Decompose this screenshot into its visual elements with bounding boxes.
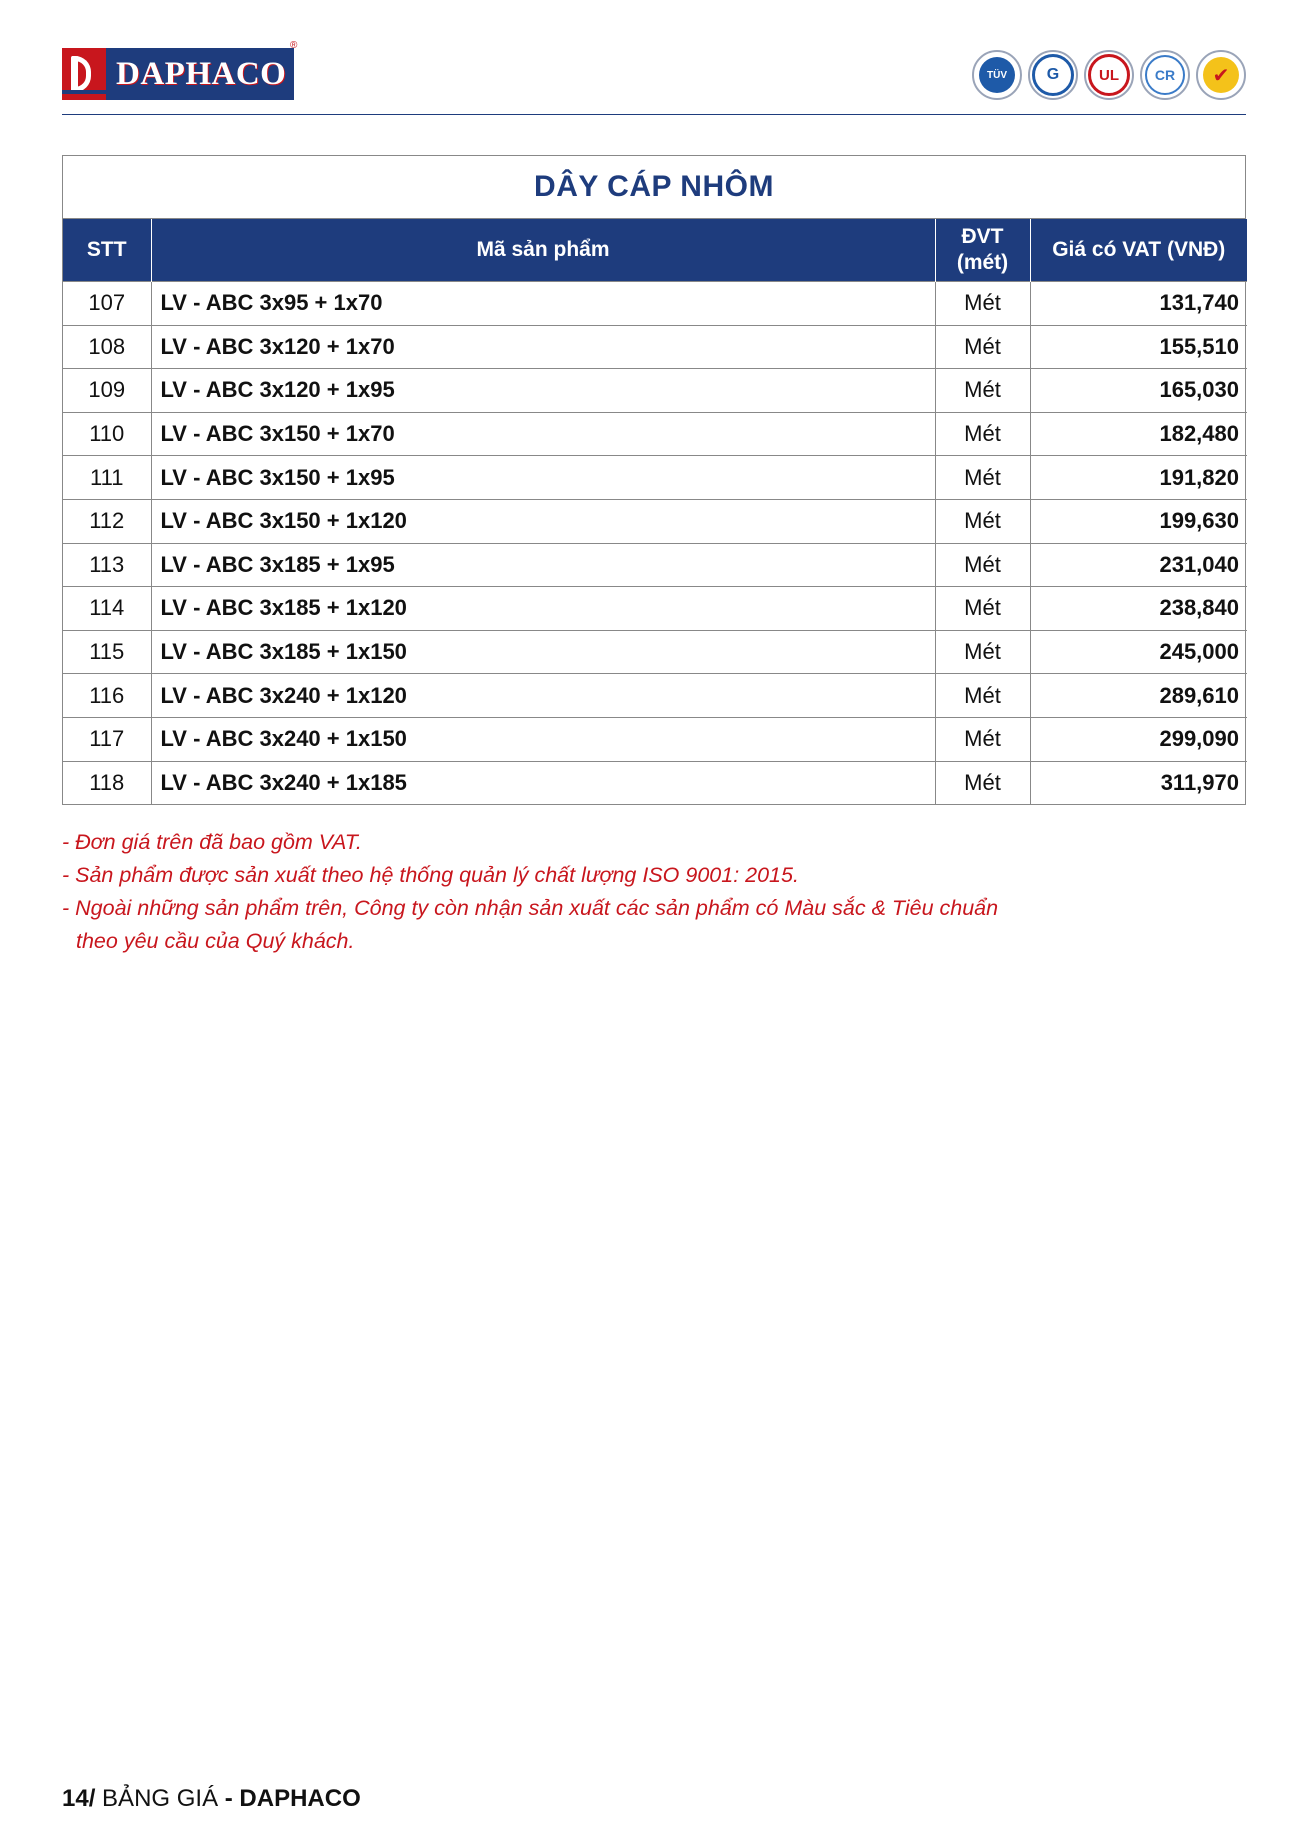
cell-stt: 113 [63, 543, 151, 587]
column-header-code: Mã sản phẩm [151, 219, 935, 282]
cell-stt: 108 [63, 325, 151, 369]
cell-price: 191,820 [1030, 456, 1247, 500]
cell-stt: 118 [63, 761, 151, 804]
table-row [63, 369, 1247, 413]
cell-price: 231,040 [1030, 543, 1247, 587]
notes [62, 826, 1182, 958]
daphaco-logo [62, 48, 294, 100]
cell-unit: Mét [935, 543, 1030, 587]
cell-price: 131,740 [1030, 282, 1247, 326]
ul-cert-icon: UL [1084, 50, 1134, 100]
page-number: 14/ [62, 1785, 96, 1812]
table-row [63, 543, 1247, 587]
cell-price: 299,090 [1030, 717, 1247, 761]
cell-price: 165,030 [1030, 369, 1247, 413]
page-footer [62, 1785, 361, 1813]
table-row [63, 456, 1247, 500]
registered-mark: ® [290, 40, 298, 51]
table-row [63, 587, 1247, 631]
cell-stt: 107 [63, 282, 151, 326]
note-custom: - Ngoài những sản phẩm trên, Công ty còn nhận sản xuất các sản phẩm có Màu sắc & Tiêu chuẩn [62, 896, 999, 920]
column-header-unit-line2: (mét) [956, 251, 1009, 274]
qn-cert-icon: CR [1140, 50, 1190, 100]
cell-code: LV - ABC 3x185 + 1x150 [151, 630, 935, 674]
note-vat: - Đơn giá trên đã bao gồm VAT. [62, 830, 362, 854]
table-row [63, 325, 1247, 369]
footer-separator: - [224, 1785, 233, 1812]
cell-price: 155,510 [1030, 325, 1247, 369]
cell-unit: Mét [935, 761, 1030, 804]
column-header-stt: STT [63, 219, 151, 282]
cell-code: LV - ABC 3x150 + 1x120 [151, 499, 935, 543]
cell-unit: Mét [935, 282, 1030, 326]
cell-price: 311,970 [1030, 761, 1247, 804]
cell-stt: 114 [63, 587, 151, 631]
cell-unit: Mét [935, 630, 1030, 674]
cell-unit: Mét [935, 325, 1030, 369]
price-table-box [62, 155, 1246, 805]
cell-code: LV - ABC 3x120 + 1x70 [151, 325, 935, 369]
cell-price: 289,610 [1030, 674, 1247, 718]
table-row [63, 412, 1247, 456]
cell-unit: Mét [935, 499, 1030, 543]
cell-code: LV - ABC 3x150 + 1x95 [151, 456, 935, 500]
logo-wordmark: DAPHACO [106, 48, 294, 100]
cell-code: LV - ABC 3x120 + 1x95 [151, 369, 935, 413]
cell-price: 182,480 [1030, 412, 1247, 456]
cell-price: 199,630 [1030, 499, 1247, 543]
cell-code: LV - ABC 3x95 + 1x70 [151, 282, 935, 326]
cell-code: LV - ABC 3x240 + 1x185 [151, 761, 935, 804]
tuv-cert-icon: TÜV [972, 50, 1022, 100]
cell-unit: Mét [935, 456, 1030, 500]
note-iso: - Sản phẩm được sản xuất theo hệ thống quản lý chất lượng ISO 9001: 2015. [62, 863, 799, 887]
cell-stt: 111 [63, 456, 151, 500]
footer-label: BẢNG GIÁ [102, 1785, 219, 1812]
column-header-unit-line1: ĐVT [961, 225, 1004, 248]
table-title: DÂY CÁP NHÔM [63, 156, 1245, 219]
page-header [62, 40, 1246, 115]
table-row [63, 499, 1247, 543]
table-row [63, 282, 1247, 326]
table-header-row [63, 219, 1247, 282]
table-row [63, 630, 1247, 674]
column-header-price: Giá có VAT (VNĐ) [1030, 219, 1247, 282]
cell-code: LV - ABC 3x240 + 1x120 [151, 674, 935, 718]
price-table [63, 219, 1247, 804]
table-row [63, 674, 1247, 718]
table-row [63, 761, 1247, 804]
logo-d-icon [62, 48, 106, 100]
cell-stt: 112 [63, 499, 151, 543]
note-custom-continued: theo yêu cầu của Quý khách. [76, 929, 355, 953]
cell-unit: Mét [935, 717, 1030, 761]
cell-stt: 110 [63, 412, 151, 456]
cell-unit: Mét [935, 674, 1030, 718]
cell-code: LV - ABC 3x185 + 1x120 [151, 587, 935, 631]
cell-stt: 109 [63, 369, 151, 413]
cell-price: 238,840 [1030, 587, 1247, 631]
table-row [63, 717, 1247, 761]
cell-stt: 117 [63, 717, 151, 761]
cell-stt: 116 [63, 674, 151, 718]
vietnam-quality-icon: ✔ [1196, 50, 1246, 100]
column-header-unit [935, 219, 1030, 282]
cell-code: LV - ABC 3x150 + 1x70 [151, 412, 935, 456]
cell-unit: Mét [935, 369, 1030, 413]
cell-code: LV - ABC 3x240 + 1x150 [151, 717, 935, 761]
cell-price: 245,000 [1030, 630, 1247, 674]
footer-brand: DAPHACO [239, 1785, 361, 1812]
cell-unit: Mét [935, 412, 1030, 456]
cell-unit: Mét [935, 587, 1030, 631]
certification-badges [972, 50, 1246, 100]
cell-code: LV - ABC 3x185 + 1x95 [151, 543, 935, 587]
jas-anz-cert-icon: G [1028, 50, 1078, 100]
cell-stt: 115 [63, 630, 151, 674]
